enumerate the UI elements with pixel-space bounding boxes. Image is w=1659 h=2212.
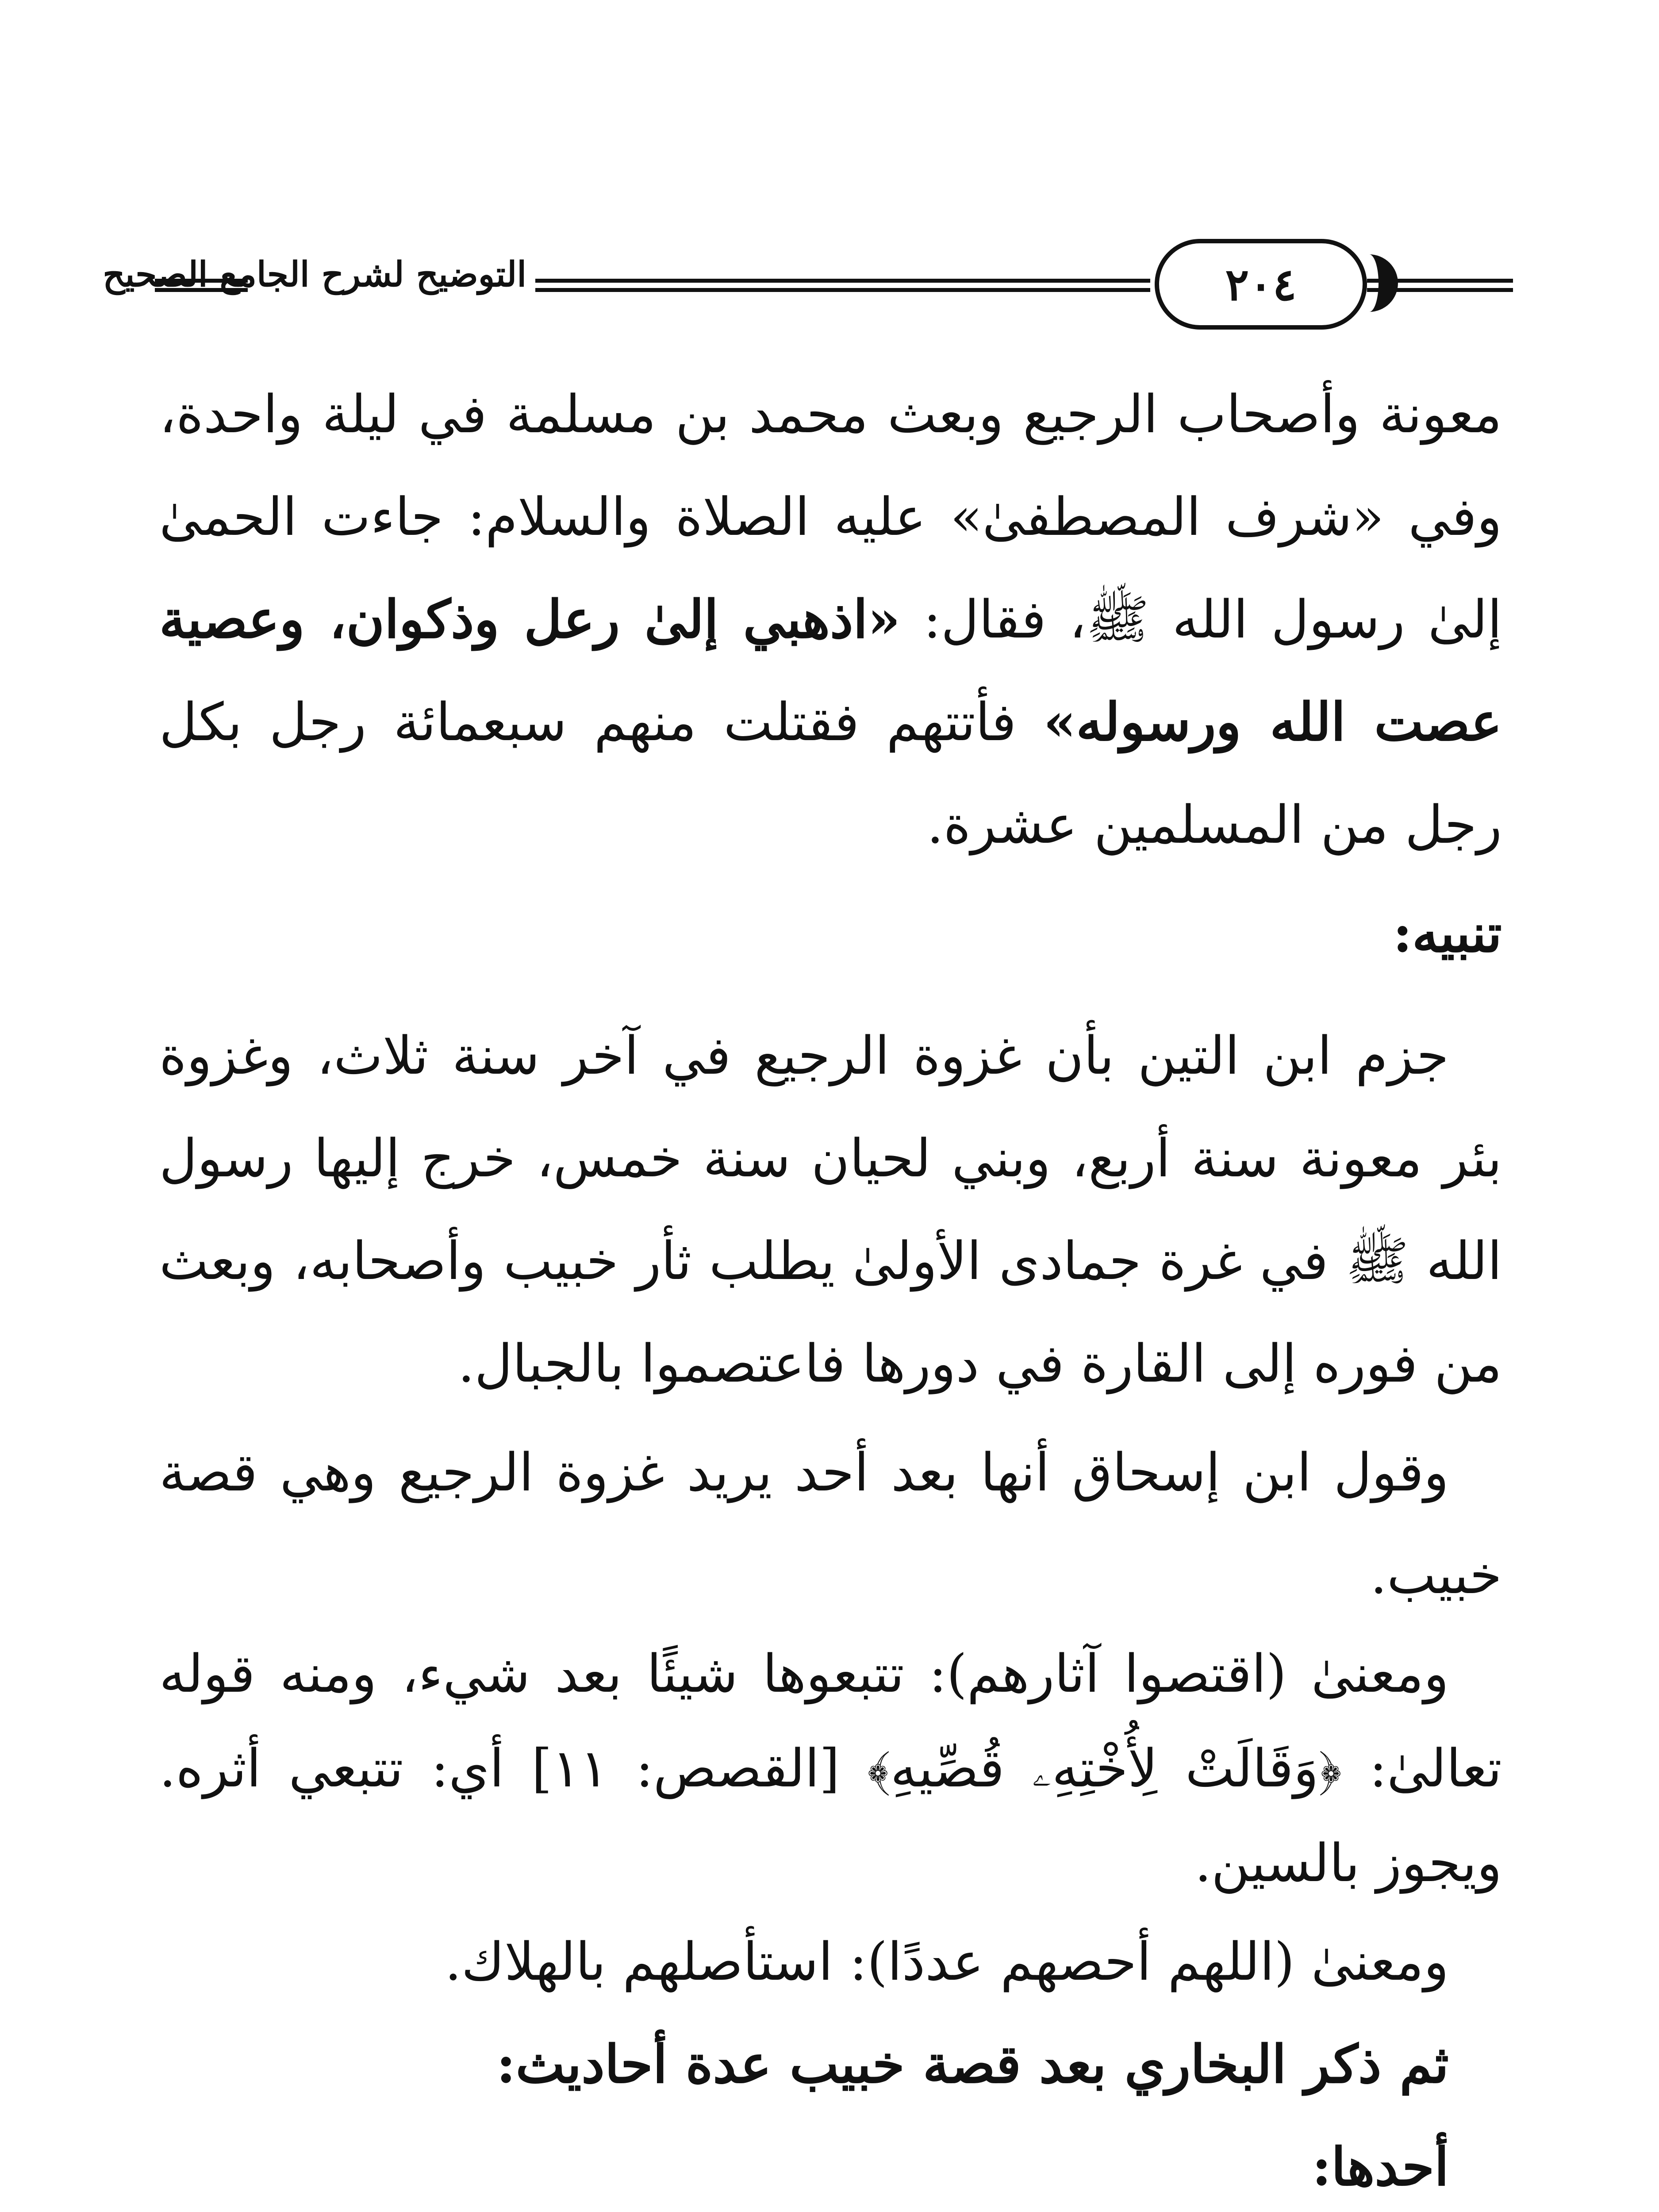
paragraph-1 — [159, 363, 1502, 876]
page-body — [159, 363, 1502, 2212]
paragraph-1-text: معونة وأصحاب الرجيع وبعث محمد بن مسلمة في ليلة واحدة، وفي «شرف المصطفىٰ» عليه الصلاة والسلام: جاءت الحمىٰ إلىٰ رسول الله ﷺ، فقال: — [159, 384, 1502, 650]
paragraph-1-end: فأتتهم فقتلت منهم سبعمائة رجل بكل رجل من المسلمين عشرة. — [159, 691, 1502, 855]
paragraph-5: ومعنىٰ (اللهم أحصهم عددًا): استأصلهم بالهلاك. — [445, 1931, 1449, 1992]
paragraph-3: وقول ابن إسحاق أنها بعد أحد يريد غزوة الرجيع وهي قصة خبيب. — [159, 1442, 1502, 1605]
heading-thumma: ثم ذكر البخاري بعد قصة خبيب عدة أحاديث: — [496, 2033, 1449, 2095]
paragraph-4: ومعنىٰ (اقتصوا آثارهم): تتبعوها شيئًا بعد شيء، ومنه قوله تعالىٰ: ﴿وَقَالَتْ لِأُخْتِهِۦ قُصِّيهِ﴾ [القصص: ١١] أي: تتبعي أثره. ويجوز بالسين. — [159, 1643, 1502, 1893]
heading-tanbih: تنبيه: — [1393, 902, 1502, 964]
header-rule-middle — [535, 279, 1150, 292]
running-title: التوضيح لشرح الجامع الصحيح — [103, 254, 526, 295]
page-number-frame — [1155, 239, 1367, 330]
heading-ahaduha: أحدها: — [1312, 2136, 1449, 2197]
page-header — [103, 230, 1513, 319]
header-rule-right — [1367, 279, 1513, 292]
paragraph-1-bold-quote: «اذهبي إلىٰ رعل وذكوان، وعصية عصت الله ورسوله» — [159, 588, 1502, 753]
paragraph-2: جزم ابن التين بأن غزوة الرجيع في آخر سنة ثلاث، وغزوة بئر معونة سنة أربع، وبني لحيان سنة خمس، خرج إليها رسول الله ﷺ في غرة جمادى الأولىٰ يطلب ثأر خبيب وأصحابه، وبعث من فوره إلى القارة في دورها فاعتصموا بالجبال. — [159, 1025, 1502, 1394]
page-number: ٢٠٤ — [1225, 258, 1297, 311]
